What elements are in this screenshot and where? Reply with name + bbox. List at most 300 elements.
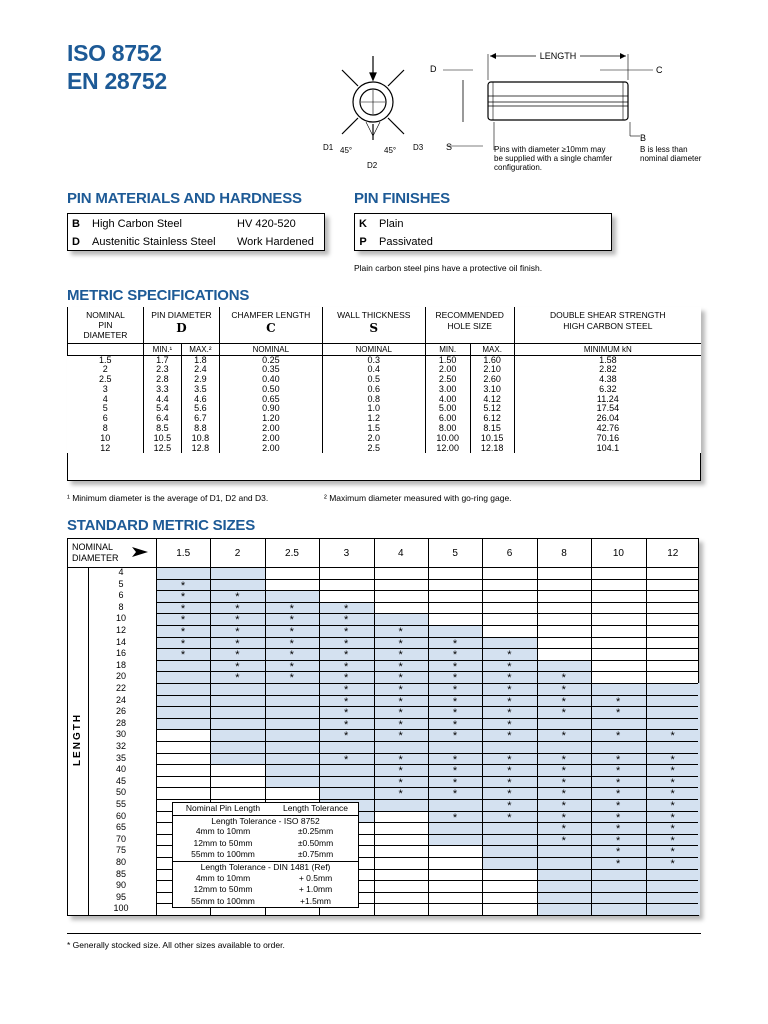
stocked-size-star: * (452, 660, 458, 673)
tolerance-range: 55mm to 100mm (191, 895, 255, 906)
diameter-col-header: 4 (398, 547, 404, 559)
stocked-size-star: * (289, 660, 294, 673)
length-row-label: 100 (113, 903, 129, 914)
subheader-minimum-kn: MINIMUM kN (514, 343, 701, 355)
standard-sizes-heading: STANDARD METRIC SIZES (67, 517, 256, 534)
spec-cell: 6.00 (425, 414, 470, 424)
spec-cell: 4.38 (514, 375, 701, 385)
spec-cell: 0.65 (219, 395, 322, 405)
stocked-size-star: * (180, 637, 186, 650)
stocked-size-star: * (344, 753, 349, 766)
spec-cell: 0.50 (219, 385, 322, 395)
diameter-col-header: 1.5 (176, 547, 191, 559)
stocked-size-star: * (452, 684, 458, 696)
tolerance-row (173, 884, 358, 896)
tolerance-din-title-row (173, 861, 358, 873)
stocked-size-star: * (670, 765, 675, 778)
stocked-size-star: * (670, 811, 675, 824)
spec-cell: 2.00 (219, 434, 322, 444)
materials-row (68, 215, 296, 232)
stocked-size-star: * (507, 649, 512, 662)
length-row-label: 24 (115, 694, 126, 705)
col-chamfer-header (219, 307, 322, 343)
stocked-size-star: * (344, 649, 349, 662)
length-row-label: 6 (118, 590, 124, 601)
length-row-label: 35 (115, 752, 126, 763)
finishes-box (354, 213, 612, 251)
stocked-size-star: * (180, 626, 186, 638)
stocked-size-star: * (344, 637, 349, 650)
stocked-size-star: * (561, 800, 566, 812)
diameter-col-header: 5 (452, 547, 458, 559)
tolerance-range: 12mm to 50mm (193, 884, 253, 895)
stocked-size-star: * (344, 602, 349, 615)
stocked-size-star: * (452, 765, 458, 778)
stocked-size-star: * (561, 765, 566, 778)
spec-cell: 5.4 (143, 404, 181, 414)
spec-cell: 1.5 (98, 354, 112, 365)
tolerance-range: 4mm to 10mm (195, 872, 251, 883)
subheader-min: MIN.¹ (143, 343, 181, 355)
stocked-size-star: * (561, 776, 566, 789)
tolerance-row (173, 826, 358, 838)
spec-cell: 6.4 (143, 414, 181, 424)
stocked-size-star: * (561, 707, 566, 720)
spec-cell: 2.4 (181, 365, 219, 375)
b-note-line1: B is less than (640, 145, 688, 154)
length-row-label: 26 (115, 706, 126, 717)
nominal-header-line2: PIN (98, 320, 113, 330)
diameter-col-header: 6 (506, 547, 513, 559)
tolerance-row (173, 873, 358, 885)
stocked-size-star: * (452, 637, 458, 650)
chamfer-symbol: C (266, 321, 276, 335)
spec-cell: 2.0 (322, 434, 425, 444)
tolerance-range: 4mm to 10mm (195, 826, 251, 837)
arrow-right-icon (132, 547, 148, 557)
stocked-size-star: * (398, 718, 403, 731)
b-note-line2: nominal diameter (640, 154, 702, 163)
material-code: B (72, 217, 80, 230)
material-hardness: HV 420-520 (237, 217, 296, 230)
grid-row-line (156, 579, 698, 580)
materials-heading: PIN MATERIALS AND HARDNESS (67, 190, 302, 207)
spec-cell: 0.8 (322, 395, 425, 405)
length-row-label: 70 (115, 833, 126, 844)
corner-line2: DIAMETER (72, 553, 119, 563)
length-axis-label (71, 689, 85, 789)
stocked-size-star: * (452, 788, 458, 801)
stocked-size-star: * (616, 811, 621, 824)
nominal-header-line1: NOMINAL (86, 310, 125, 320)
spec-cell: 0.40 (219, 375, 322, 385)
spec-cell: 4.12 (470, 395, 514, 405)
angle-right-label: 45° (384, 146, 397, 155)
col-pin-diameter-header (143, 307, 219, 343)
stocked-size-star: * (616, 834, 621, 847)
footnote-2: ² Maximum diameter measured with go-ring gage. (324, 493, 512, 503)
stocked-size-star: * (452, 811, 458, 824)
stocked-size-star: * (344, 707, 349, 720)
stocked-size-star: * (235, 672, 240, 685)
stocked-size-star: * (289, 672, 294, 685)
stocked-size-star: * (344, 614, 349, 627)
length-row-label: 22 (115, 683, 126, 693)
stocked-size-star: * (561, 834, 566, 847)
stocked-size-star: * (398, 765, 403, 778)
stocked-size-star: * (452, 672, 458, 685)
stocked-size-star: * (507, 753, 512, 766)
material-hardness: Work Hardened (237, 235, 314, 248)
spec-cell: 0.6 (322, 385, 425, 395)
b-dim-label: B (640, 133, 647, 143)
spec-cell: 17.54 (514, 404, 701, 414)
stocked-size-star: * (398, 649, 403, 662)
spec-cell: 70.16 (514, 434, 701, 444)
stocked-size-star: * (289, 637, 294, 650)
spec-cell: 6.7 (181, 414, 219, 424)
tolerance-din-title: Length Tolerance - DIN 1481 (Ref) (200, 861, 331, 872)
stocked-size-star: * (398, 753, 403, 766)
stocked-size-star: * (344, 718, 349, 731)
spec-cell: 6.12 (470, 414, 514, 424)
footnote-1: ¹ Minimum diameter is the average of D1, D2 and D3. (67, 493, 269, 503)
stocked-size-star: * (344, 695, 349, 708)
c-dim-label: C (656, 65, 663, 75)
spec-cell: 10 (100, 432, 111, 443)
stocked-size-star: * (616, 753, 621, 766)
col-hole-header (425, 307, 514, 343)
length-row-label: 32 (115, 741, 126, 751)
tolerance-row (173, 896, 358, 908)
spec-cell: 12.5 (143, 444, 181, 454)
spec-cell: 0.4 (322, 365, 425, 375)
spec-cell: 2.60 (470, 375, 514, 385)
finish-row (355, 215, 403, 232)
tolerance-iso-title: Length Tolerance - ISO 8752 (211, 815, 320, 826)
pin-diameter-symbol: D (176, 321, 187, 335)
grid-corner-label (72, 542, 119, 564)
tolerance-table (172, 802, 359, 908)
wall-symbol: S (369, 321, 379, 335)
spec-row (68, 444, 702, 454)
stocked-size-star: * (507, 684, 512, 696)
stocked-size-star: * (452, 730, 458, 743)
stocked-size-star: * (398, 707, 403, 720)
stocked-size-star: * (670, 730, 675, 743)
spec-cell: 0.3 (322, 355, 425, 365)
tolerance-range: 55mm to 100mm (191, 849, 255, 860)
stocked-size-star: * (398, 695, 403, 708)
spec-cell: 26.04 (514, 414, 701, 424)
stocked-size-star: * (398, 672, 403, 685)
stocked-size-star: * (398, 730, 403, 743)
tolerance-value: + 0.5mm (298, 872, 333, 883)
stocked-size-star: * (452, 707, 458, 720)
stocked-size-star: * (235, 602, 240, 615)
stocked-size-star: * (616, 765, 621, 778)
spec-cell: 2.82 (514, 365, 701, 375)
spec-cell: 2.00 (425, 365, 470, 375)
spec-cell: 3 (102, 383, 108, 394)
stocked-size-star: * (561, 811, 566, 824)
stocked-size-star: * (670, 858, 675, 870)
end-view-icon (342, 56, 404, 140)
stocked-size-star: * (344, 672, 349, 685)
spec-cell: 10.00 (425, 434, 470, 444)
stocked-size-star: * (180, 602, 186, 615)
stocked-size-star: * (616, 858, 621, 870)
spec-cell: 2.5 (98, 374, 112, 385)
stocked-size-star: * (616, 846, 621, 859)
stocked-size-star: * (180, 649, 186, 662)
s-dim-label: S (446, 142, 453, 152)
diameter-col-header: 12 (667, 547, 679, 559)
spec-cell: 1.8 (181, 355, 219, 365)
finish-name: Plain (379, 217, 404, 230)
stocked-size-star: * (507, 776, 512, 789)
spec-cell: 6 (102, 413, 108, 424)
spec-cell: 5.12 (470, 404, 514, 414)
finishes-note: Plain carbon steel pins have a protective oil finish. (354, 263, 543, 273)
tolerance-head-length: Nominal Pin Length (185, 803, 261, 813)
diameter-col-header: 8 (561, 547, 567, 559)
finishes-heading: PIN FINISHES (354, 190, 450, 207)
stocked-size-star: * (235, 660, 240, 673)
stocked-size-star: * (344, 626, 349, 638)
stocked-size-star: * (344, 660, 349, 673)
length-dim-label: LENGTH (539, 51, 577, 61)
length-row-label: 8 (118, 601, 124, 612)
metric-specs-heading: METRIC SPECIFICATIONS (67, 287, 250, 304)
stocked-size-star: * (398, 660, 403, 673)
length-row-label: 5 (118, 578, 124, 589)
spec-cell: 4.4 (143, 395, 181, 405)
spec-cell: 2.8 (143, 375, 181, 385)
bottom-rule (67, 933, 701, 934)
stocked-size-star: * (452, 776, 458, 789)
finish-name: Passivated (379, 235, 433, 248)
stocked-size-star: * (670, 834, 675, 847)
d3-label: D3 (413, 143, 424, 152)
stocked-size-star: * (180, 614, 186, 627)
materials-box (67, 213, 325, 251)
spec-cell: 2.00 (219, 444, 322, 454)
pins-note-line3: configuration. (494, 163, 543, 172)
length-row-label: 14 (115, 636, 126, 647)
finish-row (355, 233, 433, 250)
tolerance-header-row (173, 803, 358, 815)
stocked-size-star: * (180, 591, 186, 604)
tolerance-value: ±0.75mm (297, 849, 334, 860)
stocked-size-star: * (507, 800, 512, 812)
corner-line1: NOMINAL (72, 542, 114, 552)
stocked-size-star: * (235, 637, 240, 650)
spec-cell: 2.3 (143, 365, 181, 375)
stocked-size-star: * (235, 626, 240, 638)
length-row-label: 80 (115, 857, 126, 867)
stocked-size-star: * (344, 684, 349, 696)
stocked-size-star: * (507, 695, 512, 708)
length-row-label: 10 (115, 613, 126, 624)
spec-cell: 8.5 (143, 424, 181, 434)
stocked-size-star: * (452, 695, 458, 708)
pin-diameter-header-text: PIN DIAMETER (151, 310, 212, 320)
stocked-size-star: * (561, 823, 566, 836)
spec-cell: 8.8 (181, 424, 219, 434)
col-nominal-header (68, 307, 144, 343)
spec-cell: 3.5 (181, 385, 219, 395)
spec-cell: 2.50 (425, 375, 470, 385)
spec-cell: 1.60 (470, 355, 514, 365)
d2-label: D2 (367, 161, 378, 170)
d1-label: D1 (323, 143, 334, 152)
tolerance-value: +1.5mm (300, 895, 331, 906)
spec-cell: 0.35 (219, 365, 322, 375)
length-row-label: 95 (115, 891, 126, 902)
stocked-size-star: * (398, 776, 403, 789)
spec-cell: 1.7 (143, 355, 181, 365)
materials-row (68, 233, 314, 250)
stocked-size-star: * (452, 753, 458, 766)
stocked-size-star: * (507, 672, 512, 685)
spec-cell: 12.8 (181, 444, 219, 454)
stocked-size-star: * (670, 846, 675, 859)
col-wall-header (322, 307, 425, 343)
tolerance-iso-title-row (173, 815, 358, 827)
side-view-icon (443, 54, 653, 150)
stocked-size-star: * (616, 695, 621, 708)
spec-cell: 8 (102, 423, 108, 434)
length-row-label: 65 (115, 822, 126, 833)
spec-cell: 2.10 (470, 365, 514, 375)
stocked-size-star: * (561, 684, 566, 696)
spec-cell: 10.15 (470, 434, 514, 444)
stocked-size-star: * (398, 788, 403, 801)
tolerance-head-tol: Length Tolerance (282, 803, 349, 813)
length-row-label: 55 (115, 799, 126, 809)
spec-cell: 42.76 (514, 424, 701, 434)
stocked-size-star: * (507, 765, 512, 778)
material-name: Austenitic Stainless Steel (92, 235, 216, 248)
spec-cell: 104.1 (514, 444, 701, 454)
material-code: D (72, 235, 80, 248)
stocked-size-star: * (235, 649, 240, 662)
length-row-label: 20 (115, 671, 126, 682)
length-axis-text: LENGTH (72, 712, 84, 766)
spec-cell: 4 (102, 393, 108, 404)
length-row-label: 85 (115, 868, 126, 879)
subheader-hole-min: MIN. (425, 343, 470, 355)
stocked-size-star: * (507, 707, 512, 720)
length-row-label: 4 (118, 567, 124, 577)
spec-cell: 1.58 (514, 355, 701, 365)
spec-cell: 1.20 (219, 414, 322, 424)
spec-cell: 5.00 (425, 404, 470, 414)
pins-note-line1: Pins with diameter ≥10mm may (494, 145, 606, 154)
subheader-chamfer-nominal: NOMINAL (219, 343, 322, 355)
stocked-size-star: * (670, 788, 675, 801)
stocked-size-star: * (507, 660, 512, 673)
stocked-size-star: * (398, 626, 403, 638)
stocked-size-star: * (289, 626, 294, 638)
angle-left-label: 45° (340, 146, 353, 155)
stocked-size-star: * (398, 684, 403, 696)
length-row-label: 30 (115, 729, 126, 740)
stocked-size-star: * (670, 753, 675, 766)
diameter-col-header: 2.5 (285, 547, 299, 559)
spec-cell: 2.9 (181, 375, 219, 385)
spec-cell: 3.3 (143, 385, 181, 395)
spec-cell: 10.5 (143, 434, 181, 444)
stocked-size-star: * (235, 591, 240, 604)
spec-cell: 12 (100, 442, 111, 453)
diameter-col-header: 3 (343, 547, 350, 559)
tolerance-row (173, 838, 358, 850)
stocked-size-star: * (616, 776, 621, 789)
spec-cell: 12.18 (470, 444, 514, 454)
length-row-label: 18 (115, 659, 126, 670)
stocked-size-star: * (289, 614, 294, 627)
nominal-header-line3: DIAMETER (83, 330, 128, 340)
stocked-size-star: * (670, 776, 675, 789)
spec-cell: 2 (102, 364, 108, 375)
pin-diagram (318, 40, 718, 175)
stocked-size-star: * (180, 579, 186, 592)
tolerance-value: ±0.50mm (297, 837, 334, 848)
tolerance-row (173, 849, 358, 861)
tolerance-range: 12mm to 50mm (193, 837, 253, 848)
spec-cell: 0.25 (219, 355, 322, 365)
spec-cell: 11.24 (514, 395, 701, 405)
stocked-size-star: * (616, 788, 621, 801)
finish-code: P (359, 235, 367, 248)
subheader-wall-nominal: NOMINAL (322, 343, 425, 355)
stocked-size-star: * (289, 602, 294, 615)
stocked-size-star: * (561, 788, 566, 801)
stocked-size-star: * (398, 637, 403, 650)
stocked-size-star: * (616, 730, 621, 743)
spec-cell: 1.2 (322, 414, 425, 424)
stocked-size-star: * (235, 614, 240, 627)
stocked-size-star: * (507, 788, 512, 801)
subheader-empty (68, 343, 144, 355)
subheader-hole-max: MAX. (470, 343, 514, 355)
spec-cell: 0.5 (322, 375, 425, 385)
pins-note-line2: be supplied with a single chamfer (494, 154, 613, 163)
wall-header-text: WALL THICKNESS (337, 310, 411, 320)
stocked-size-star: * (616, 800, 621, 812)
chamfer-header-text: CHAMFER LENGTH (231, 310, 311, 320)
hole-header-line1: RECOMMENDED (435, 310, 504, 320)
spec-cell: 3.00 (425, 385, 470, 395)
stocked-size-star: * (452, 649, 458, 662)
stocked-size-star: * (289, 649, 294, 662)
spec-cell: 0.90 (219, 404, 322, 414)
stocked-size-star: * (616, 707, 621, 720)
hole-header-line2: HOLE SIZE (447, 321, 492, 331)
length-row-label: 75 (115, 845, 126, 856)
spec-cell: 4.6 (181, 395, 219, 405)
length-row-label: 50 (115, 787, 126, 798)
spec-cell: 5 (102, 403, 108, 414)
length-row-label: 16 (115, 648, 126, 659)
stocked-size-star: * (670, 823, 675, 836)
spec-cell: 3.10 (470, 385, 514, 395)
spec-cell: 1.0 (322, 404, 425, 414)
shear-header-line1: DOUBLE SHEAR STRENGTH (549, 310, 666, 320)
spec-cell: 4.00 (425, 395, 470, 405)
